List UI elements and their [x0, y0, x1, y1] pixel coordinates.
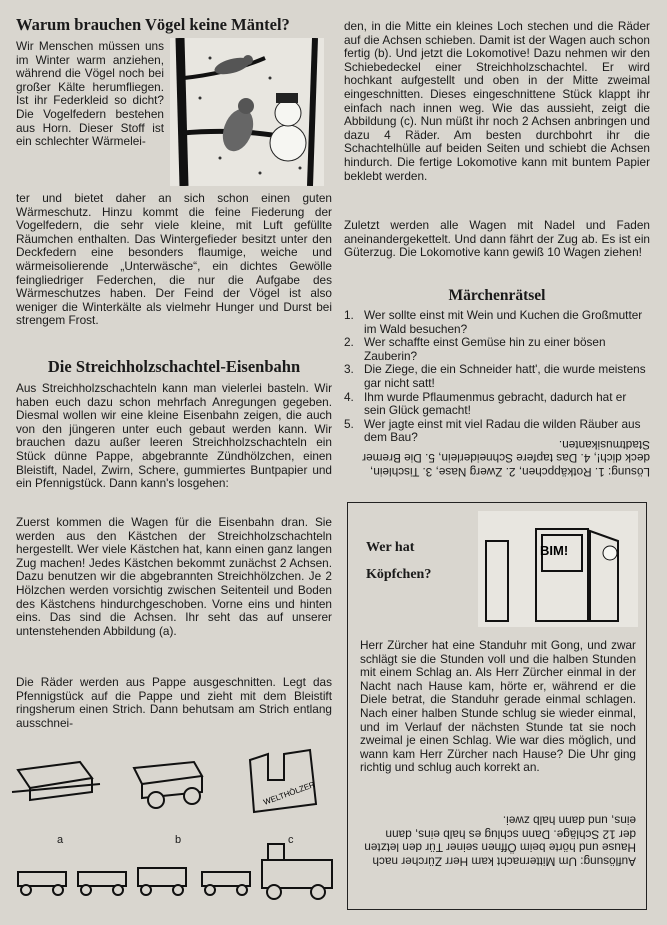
bim-sound-text: BIM!	[540, 543, 569, 558]
figure-label-c: c	[288, 834, 294, 846]
list-item: 1. Wer sollte einst mit Wein und Kuchen die Großmutter im Wald besuchen?	[344, 308, 643, 336]
riddle-questions	[344, 309, 650, 445]
article-train-p1: Aus Streichholzschachteln kann man vielerlei basteln. Wir haben euch dazu schon mehrfach Anregungen gegeben. Diesmal wollen wir eine kleine Eisenbahn zeigen, die auch von den jüngeren unter euch gebaut werden kann. Wir brauchen dazu außer leeren Streichholzschachteln ein Stück dünne Pappe, abgebrannte Zündhölzchen, einen Bleistift, Nadel, Zwirn, Schere, gummiertes Buntpapier und ein Pfennigstück. Dann kann's losgehen:	[16, 381, 332, 491]
list-item: 5. Wer jagte einst mit viel Radau die wilden Räuber aus dem Bau?	[344, 416, 641, 445]
article-title-birds: Warum brauchen Vögel keine Mäntel?	[16, 15, 290, 34]
list-item: 4. Ihm wurde Pflaumenmus gebracht, dadurch hat er sein Glück gemacht!	[344, 389, 627, 418]
article-birds-intro: Wir Menschen müssen uns im Winter warm anziehen, während die Vögel noch bei großer Kälte herumfliegen. Ist ihr Federkleid so dicht? Die Vogelfedern bestehen aus Horn. Dieser Stoff ist ein schlechter Wärmelei-	[16, 39, 164, 149]
train-figures	[10, 740, 340, 920]
list-item: 3. Die Ziege, die ein Schneider hatt', die wurde meistens gar nicht satt!	[344, 362, 646, 390]
bird-snowman-drawing	[170, 38, 324, 186]
article-title-train: Die Streichholzschachtel-Eisenbahn	[47, 357, 301, 376]
bird-snowman-illustration	[170, 38, 324, 186]
article-train-p3: Die Räder werden aus Pappe ausgeschnitten. Legt das Pfennigstück auf die Pappe und zieht mit dem Bleistift ringsherum einen Strich. Dann behutsam am Strich entlang ausschnei-	[16, 675, 332, 730]
article-train-p2: Zuerst kommen die Wagen für die Eisenbahn dran. Sie werden aus den Kästchen der Streichholzschachteln hergestellt. Wer viele Kästchen hat, kann einen ganz langen Zug machen! Jedes Kästchen bekommt zunächst 2 Achsen. Dazu benutzen wir die abgebrannten Streichhölzchen. Je 2 Hölzchen werden vorsichtig zwischen Seitenteil und Boden des Kästchens hindurchgeschoben. Vorne eins und hinten eins. Das sind die Achsen. Ihr seht das auf unserer untenstehenden Abbildung (a).	[16, 515, 332, 638]
puzzle-title: Wer hat Köpfchen?	[366, 540, 432, 582]
figure-label-b: b	[175, 834, 182, 846]
clock-door-drawing	[478, 511, 638, 627]
article-train-right-p2: Zuletzt werden alle Wagen mit Nadel und Faden aneinandergekettelt. Und dann fährt der Zug ab. Es ist ein Güterzug. Die Lokomotive kann gewiß 10 Wagen ziehen!	[344, 218, 650, 260]
riddle-solution-upside-down: Lösung: 1. Rotkäppchen, 2. Zwerg Nase, 3. Tischlein, deck dich!, 4. Das tapfere Schneiderlein, 5. Die Bremer Stadtmusikanten.	[362, 437, 650, 479]
riddle-title: Märchenrätsel	[448, 287, 546, 304]
puzzle-box	[347, 502, 647, 910]
figure-label-a: a	[57, 834, 64, 846]
train-drawings	[10, 740, 340, 920]
puzzle-solution-upside-down: Auflösung: Um Mitternacht kam Herr Zürcher nach Hause und hörte beim Öffnen seiner Tür den letzten der 12 Schläge. Dann schlug es halb eins, dann eins, und dann halb zwei.	[364, 813, 636, 869]
puzzle-text: Herr Zürcher hat eine Standuhr mit Gong, und zwar schlägt sie die Stunden voll und die halben Stunden mit einem Schlag an. Als Herr Zürcher einmal in der Nacht nach Hause kam, hörte er, während er die Diele betrat, die Standuhr gerade einmal schlagen. Nach einer halben Stunde schlug sie wieder einmal, und im Verlauf der nächsten Stunde tat sie noch zweimal je einen Schlag. Wie war dies möglich, und wann kam Herr Zürcher nach Hause? Die Uhr ging richtig und schlug auch korrekt an.	[360, 638, 636, 775]
clock-door-illustration	[478, 511, 638, 627]
article-train-right-p1: den, in die Mitte ein kleines Loch stechen und die Räder auf die Achsen schieben. Damit ist der Wagen auch schon fertig (b). Und jetzt die Lokomotive! Dazu nehmen wir den Schiebedeckel einer Streichholzschachtel. Er wird hochkant aufgestellt und oben in der Mitte zweimal eingeschnitten. Dieses eingeschnittene Stück klappt ihr einfach nach innen weg. Wie das aussieht, zeigt die Abbildung (c). Nun müßt ihr noch 2 Achsen anbringen und dazu 4 Räder. Am besten durchbohrt ihr die Schachtelhülle auf beiden Seiten und schiebt die Achsen hindurch. Die fertige Lokomotive kann mit buntem Papier beklebt werden.	[344, 19, 650, 183]
matchbox-label: WELTHÖLZER	[262, 779, 317, 807]
article-birds-body: ter und bietet daher an sich schon einen guten Wärmeschutz. Hinzu kommt die feine Fiederung der Vogelfedern, die sehr viele kleine, mit Luft gefüllte Räumchen enthalten. Das Wintergefieder besitzt unter den Deckfedern eine besonders flaumige, weiche und wärmeisolierende „Unterwäsche“, ein dichtes Gewölle feingliedriger Federchen, die nur die Aufgabe des Wärmeschutzes haben. Der Feind der Vögel ist also weniger die Winterkälte als vielmehr Hunger und Durst bei strengem Frost.	[16, 191, 332, 328]
list-item: 2. Wer schaffte einst Gemüse hin zu einer bösen Zauberin?	[344, 335, 606, 363]
